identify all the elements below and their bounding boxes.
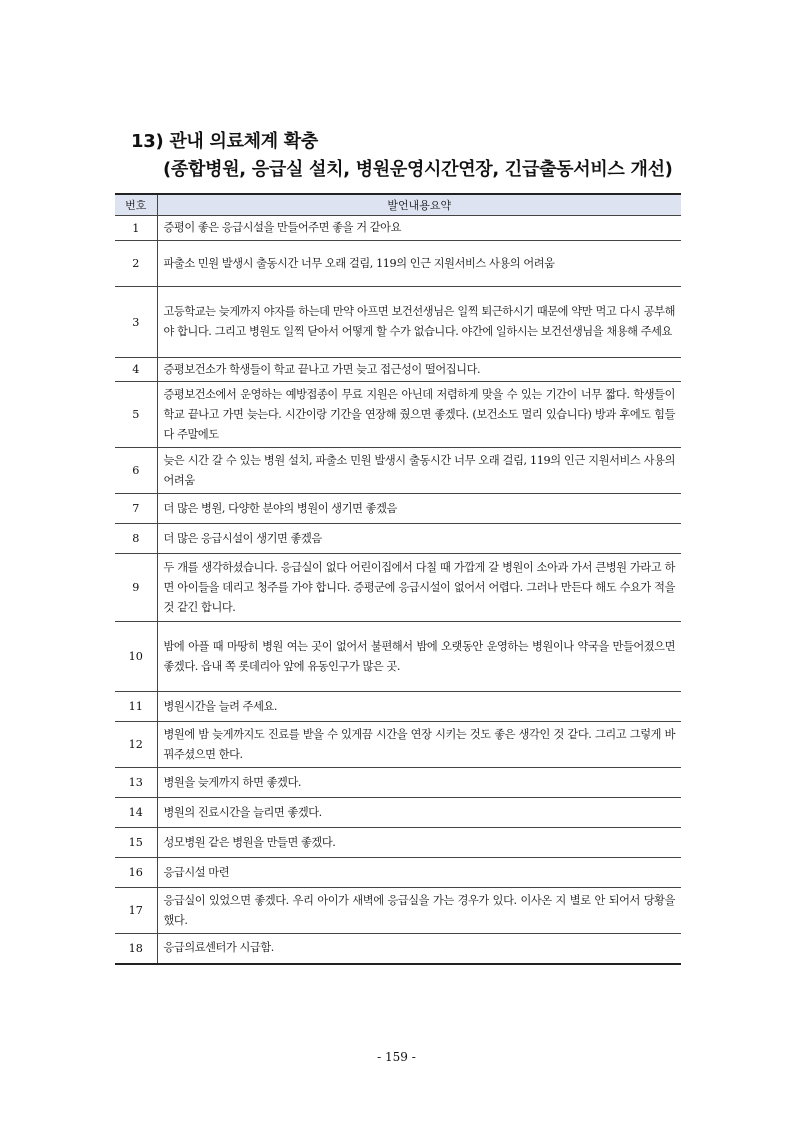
row-number: 13 bbox=[115, 768, 157, 798]
row-summary: 병원을 늦게까지 하면 좋겠다. bbox=[157, 768, 681, 798]
row-number: 1 bbox=[115, 216, 157, 241]
table-row bbox=[115, 448, 681, 494]
table-row bbox=[115, 722, 681, 768]
row-number: 7 bbox=[115, 494, 157, 524]
row-number: 9 bbox=[115, 554, 157, 622]
row-number: 16 bbox=[115, 858, 157, 888]
row-summary: 증평이 좋은 응급시설을 만들어주면 좋을 거 같아요 bbox=[157, 216, 681, 241]
row-number: 3 bbox=[115, 287, 157, 358]
table-row bbox=[115, 216, 681, 241]
row-number: 5 bbox=[115, 382, 157, 448]
table-row bbox=[115, 494, 681, 524]
table-row bbox=[115, 858, 681, 888]
row-number: 15 bbox=[115, 828, 157, 858]
row-number: 12 bbox=[115, 722, 157, 768]
row-summary: 늦은 시간 갈 수 있는 병원 설치, 파출소 민원 발생시 출동시간 너무 오래 걸림, 119의 인근 지원서비스 사용의 어려움 bbox=[157, 448, 681, 494]
table-row bbox=[115, 287, 681, 358]
row-summary: 증평보건소가 학생들이 학교 끝나고 가면 늦고 접근성이 떨어집니다. bbox=[157, 358, 681, 382]
row-summary: 응급시설 마련 bbox=[157, 858, 681, 888]
row-summary: 밤에 아플 때 마땅히 병원 여는 곳이 없어서 불편해서 밤에 오랫동안 운영하는 병원이나 약국을 만들어졌으면 좋겠다. 읍내 쪽 롯데리아 앞에 유동인구가 많은 곳. bbox=[157, 622, 681, 692]
row-number: 14 bbox=[115, 798, 157, 828]
row-summary: 병원의 진료시간을 늘리면 좋겠다. bbox=[157, 798, 681, 828]
table-row bbox=[115, 888, 681, 934]
row-number: 4 bbox=[115, 358, 157, 382]
table-row bbox=[115, 828, 681, 858]
row-number: 11 bbox=[115, 692, 157, 722]
row-number: 6 bbox=[115, 448, 157, 494]
row-number: 10 bbox=[115, 622, 157, 692]
row-number: 2 bbox=[115, 241, 157, 287]
row-number: 17 bbox=[115, 888, 157, 934]
row-summary: 더 많은 응급시설이 생기면 좋겠음 bbox=[157, 524, 681, 554]
section-heading bbox=[131, 128, 673, 184]
row-number: 8 bbox=[115, 524, 157, 554]
row-summary: 파출소 민원 발생시 출동시간 너무 오래 걸림, 119의 인근 지원서비스 사용의 어려움 bbox=[157, 241, 681, 287]
table-row bbox=[115, 382, 681, 448]
row-summary: 두 개를 생각하셨습니다. 응급실이 없다 어린이집에서 다칠 때 가깝게 갈 병원이 소아과 가서 큰병원 가라고 하면 아이들을 데리고 청주를 가야 합니다. 증평군에 응급시설이 없어서 어렵다. 그러나 만든다 해도 수요가 적을 것 같긴 합니다. bbox=[157, 554, 681, 622]
opinion-table bbox=[115, 193, 681, 965]
row-number: 18 bbox=[115, 934, 157, 964]
table-row bbox=[115, 622, 681, 692]
table-row bbox=[115, 934, 681, 964]
table-row bbox=[115, 768, 681, 798]
page-number: - 159 - bbox=[377, 1050, 416, 1064]
row-summary: 병원에 밤 늦게까지도 진료를 받을 수 있게끔 시간을 연장 시키는 것도 좋은 생각인 것 같다. 그리고 그렇게 바꿔주셨으면 한다. bbox=[157, 722, 681, 768]
section-title: 13) 관내 의료체계 확충 bbox=[131, 131, 318, 152]
column-header-number: 번호 bbox=[115, 194, 157, 216]
table-row bbox=[115, 554, 681, 622]
row-summary: 응급실이 있었으면 좋겠다. 우리 아이가 새벽에 응급실을 가는 경우가 있다. 이사온 지 별로 안 되어서 당황을 했다. bbox=[157, 888, 681, 934]
row-summary: 병원시간을 늘려 주세요. bbox=[157, 692, 681, 722]
table-row bbox=[115, 524, 681, 554]
section-subtitle: (종합병원, 응급실 설치, 병원운영시간연장, 긴급출동서비스 개선) bbox=[163, 159, 673, 180]
row-summary: 고등학교는 늦게까지 야자를 하는데 만약 아프면 보건선생님은 일찍 퇴근하시기 때문에 약만 먹고 다시 공부해야 합니다. 그리고 병원도 일찍 닫아서 어떻게 할 수가 없습니다. 야간에 일하시는 보건선생님을 채용해 주세요 bbox=[157, 287, 681, 358]
row-summary: 증평보건소에서 운영하는 예방접종이 무료 지원은 아닌데 저렴하게 맞을 수 있는 기간이 너무 짧다. 학생들이 학교 끝나고 가면 늦는다. 시간이랑 기간을 연장해 줬으면 좋겠다. (보건소도 멀리 있습니다) 방과 후에도 힘들다 주말에도 bbox=[157, 382, 681, 448]
table-row bbox=[115, 241, 681, 287]
row-summary: 응급의료센터가 시급함. bbox=[157, 934, 681, 964]
column-header-summary: 발언내용요약 bbox=[157, 194, 681, 216]
table-row bbox=[115, 798, 681, 828]
row-summary: 더 많은 병원, 다양한 분야의 병원이 생기면 좋겠음 bbox=[157, 494, 681, 524]
table-row bbox=[115, 358, 681, 382]
table-row bbox=[115, 692, 681, 722]
row-summary: 성모병원 같은 병원을 만들면 좋겠다. bbox=[157, 828, 681, 858]
table-header-row bbox=[115, 194, 681, 216]
